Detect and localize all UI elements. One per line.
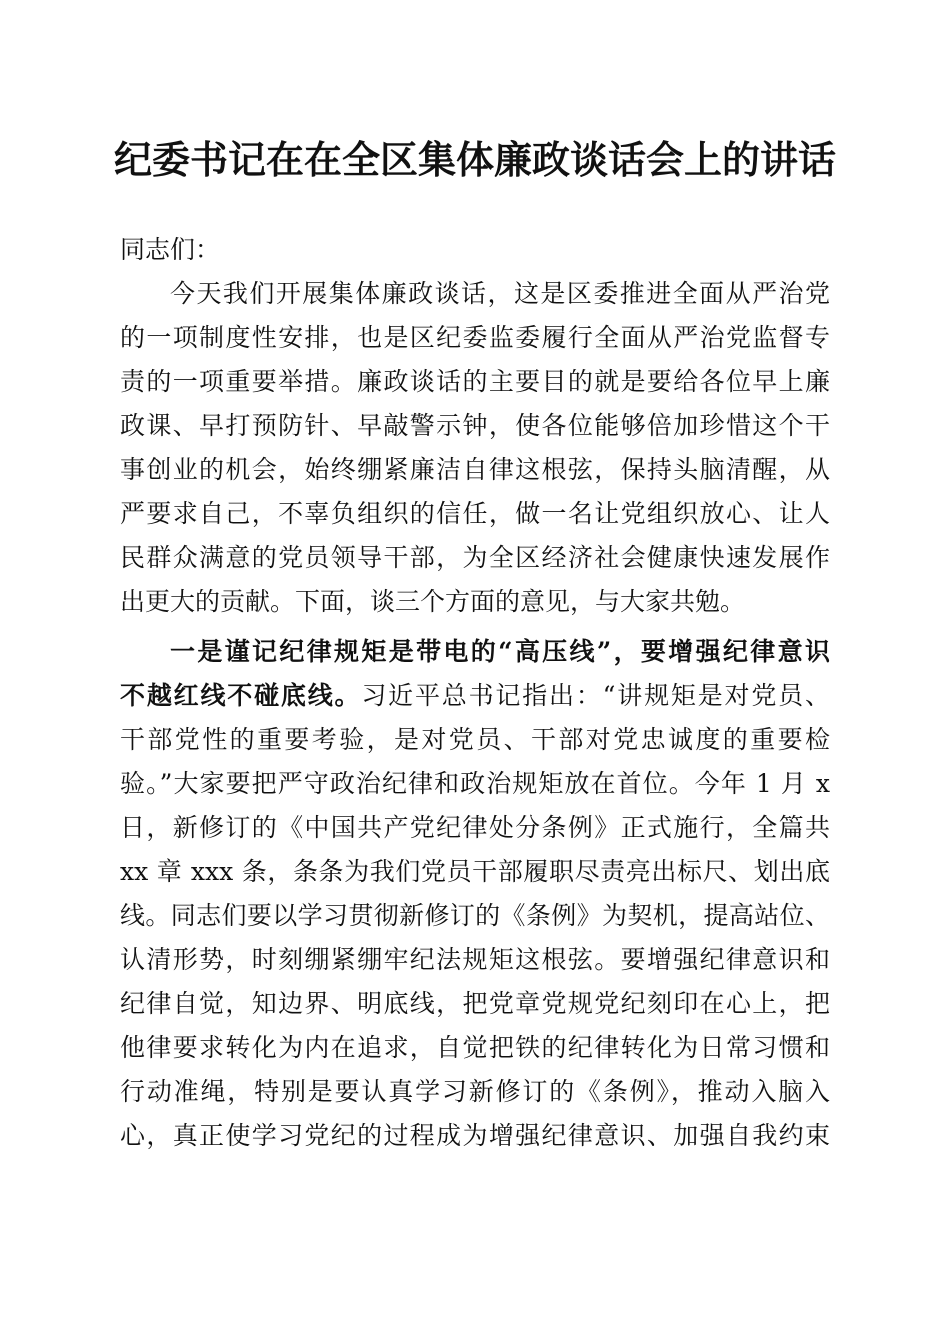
paragraph-1-line: 责的一项重要举措。廉政谈话的主要目的就是要给各位早上廉 bbox=[120, 367, 830, 396]
paragraph-1-line: 民群众满意的党员领导干部，为全区经济社会健康快速发展作 bbox=[120, 543, 830, 572]
paragraph-2-line: 验。”大家要把严守政治纪律和政治规矩放在首位。今年 1 月 x bbox=[120, 769, 830, 798]
paragraph-1-line: 出更大的贡献。下面，谈三个方面的意见，与大家共勉。 bbox=[120, 587, 746, 616]
paragraph-2-line: 日，新修订的《中国共产党纪律处分条例》正式施行，全篇共 bbox=[120, 813, 830, 842]
paragraph-1-line: 的一项制度性安排，也是区纪委监委履行全面从严治党监督专 bbox=[120, 323, 830, 352]
paragraph-2-line: 干部党性的重要考验，是对党员、干部对党忠诚度的重要检 bbox=[120, 725, 830, 754]
paragraph-2-line: 心，真正使学习党纪的过程成为增强纪律意识、加强自我约束 bbox=[120, 1121, 830, 1150]
salutation: 同志们： bbox=[120, 235, 221, 264]
paragraph-2-text: 习近平总书记指出：“讲规矩是对党员、 bbox=[361, 681, 830, 710]
document-title: 纪委书记在在全区集体廉政谈话会上的讲话 bbox=[113, 138, 836, 182]
paragraph-1-line: 今天我们开展集体廉政谈话，这是区委推进全面从严治党 bbox=[170, 279, 830, 308]
paragraph-2-line bbox=[120, 674, 830, 718]
paragraph-2-heading-end: 不越红线不碰底线。 bbox=[120, 681, 362, 710]
paragraph-2-line: 纪律自觉，知边界、明底线，把党章党规党纪刻印在心上，把 bbox=[120, 989, 830, 1018]
paragraph-2-line: 他律要求转化为内在追求，自觉把铁的纪律转化为日常习惯和 bbox=[120, 1033, 830, 1062]
paragraph-2-line: 认清形势，时刻绷紧绷牢纪法规矩这根弦。要增强纪律意识和 bbox=[120, 945, 830, 974]
paragraph-1-line: 严要求自己，不辜负组织的信任，做一名让党组织放心、让人 bbox=[120, 499, 830, 528]
paragraph-1-line: 政课、早打预防针、早敲警示钟，使各位能够倍加珍惜这个干 bbox=[120, 411, 830, 440]
paragraph-1-line: 事创业的机会，始终绷紧廉洁自律这根弦，保持头脑清醒，从 bbox=[120, 455, 830, 484]
paragraph-2-line: 线。同志们要以学习贯彻新修订的《条例》为契机，提高站位、 bbox=[120, 901, 830, 930]
paragraph-2-line: xx 章 xxx 条，条条为我们党员干部履职尽责亮出标尺、划出底 bbox=[120, 857, 830, 886]
paragraph-2-line: 行动准绳，特别是要认真学习新修订的《条例》，推动入脑入 bbox=[120, 1077, 830, 1106]
paragraph-2-heading: 一是谨记纪律规矩是带电的“高压线”，要增强纪律意识 bbox=[170, 637, 830, 666]
